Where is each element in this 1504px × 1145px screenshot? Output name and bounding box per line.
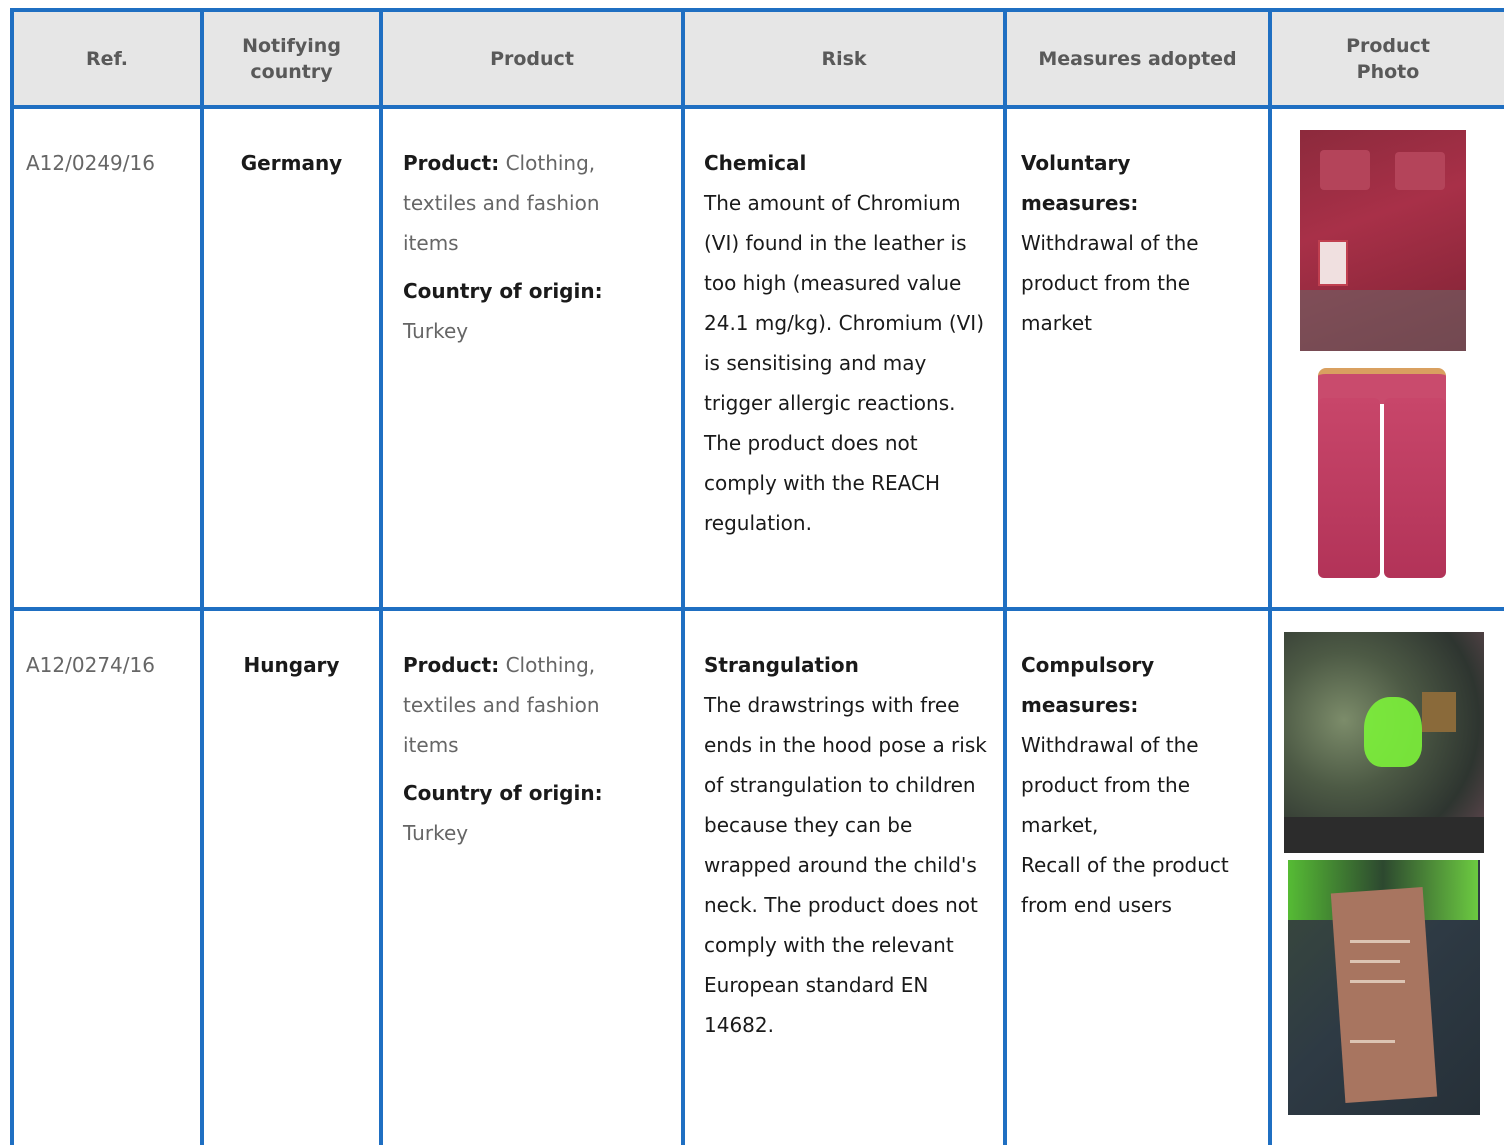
row2-country-text: Hungary (243, 653, 340, 677)
header-photo-label: Product Photo (1346, 34, 1430, 83)
row1-product (383, 109, 681, 607)
header-risk-label: Risk (821, 47, 867, 70)
header-photo (1272, 12, 1504, 105)
header-ref (14, 12, 200, 105)
row2-measures-text-1: Withdrawal of the product from the market, (1021, 733, 1199, 837)
row1-origin-value: Turkey (403, 319, 469, 343)
row2-product-value: Clothing, textiles and fashion items (403, 653, 600, 757)
row1-ref-text: A12/0249/16 (26, 151, 155, 175)
header-product-label: Product (490, 47, 574, 70)
row2-origin-label: Country of origin: (403, 781, 603, 805)
header-product (383, 12, 681, 105)
row1-measures-title: Voluntary measures: (1021, 151, 1139, 215)
row2-risk-text: The drawstrings with free ends in the hood pose a risk of strangulation to children because they can be wrapped around the child's neck. The product does not comply with the relevant European standard EN 14682. (704, 693, 987, 1037)
product-photo-hoodie[interactable] (1284, 632, 1484, 853)
product-photo-trousers-front[interactable] (1300, 130, 1466, 351)
row2-risk (685, 611, 1003, 1145)
row1-product-label: Product: (403, 151, 500, 175)
row1-risk (685, 109, 1003, 607)
row2-product-label: Product: (403, 653, 500, 677)
row1-risk-text: The amount of Chromium (VI) found in the leather is too high (measured value 24.1 mg/kg). Chromium (VI) is sensitising and may trigger allergic reactions. The product does not comply with the REACH regulation. (704, 191, 984, 535)
row1-risk-title: Chemical (704, 151, 807, 175)
row1-measures-text: Withdrawal of the product from the market (1021, 231, 1199, 335)
row2-risk-title: Strangulation (704, 653, 859, 677)
product-photo-trousers-back[interactable] (1298, 358, 1468, 582)
row1-product-value: Clothing, textiles and fashion items (403, 151, 600, 255)
header-measures (1007, 12, 1268, 105)
row1-country (204, 109, 379, 607)
header-country (204, 12, 379, 105)
header-country-label: Notifying country (242, 34, 341, 83)
row2-origin-value: Turkey (403, 821, 469, 845)
row2-measures-text-2: Recall of the product from end users (1021, 853, 1229, 917)
row2-product (383, 611, 681, 1145)
header-ref-label: Ref. (86, 47, 128, 70)
header-risk (685, 12, 1003, 105)
row1-origin-label: Country of origin: (403, 279, 603, 303)
header-measures-label: Measures adopted (1038, 47, 1237, 70)
row2-measures-title: Compulsory measures: (1021, 653, 1155, 717)
row2-measures (1007, 611, 1268, 1145)
row2-ref-text: A12/0274/16 (26, 653, 155, 677)
product-photo-hoodie-label[interactable] (1288, 860, 1480, 1115)
row1-measures (1007, 109, 1268, 607)
row2-ref (14, 611, 200, 1145)
row1-ref (14, 109, 200, 607)
row2-country (204, 611, 379, 1145)
row1-country-text: Germany (240, 151, 343, 175)
